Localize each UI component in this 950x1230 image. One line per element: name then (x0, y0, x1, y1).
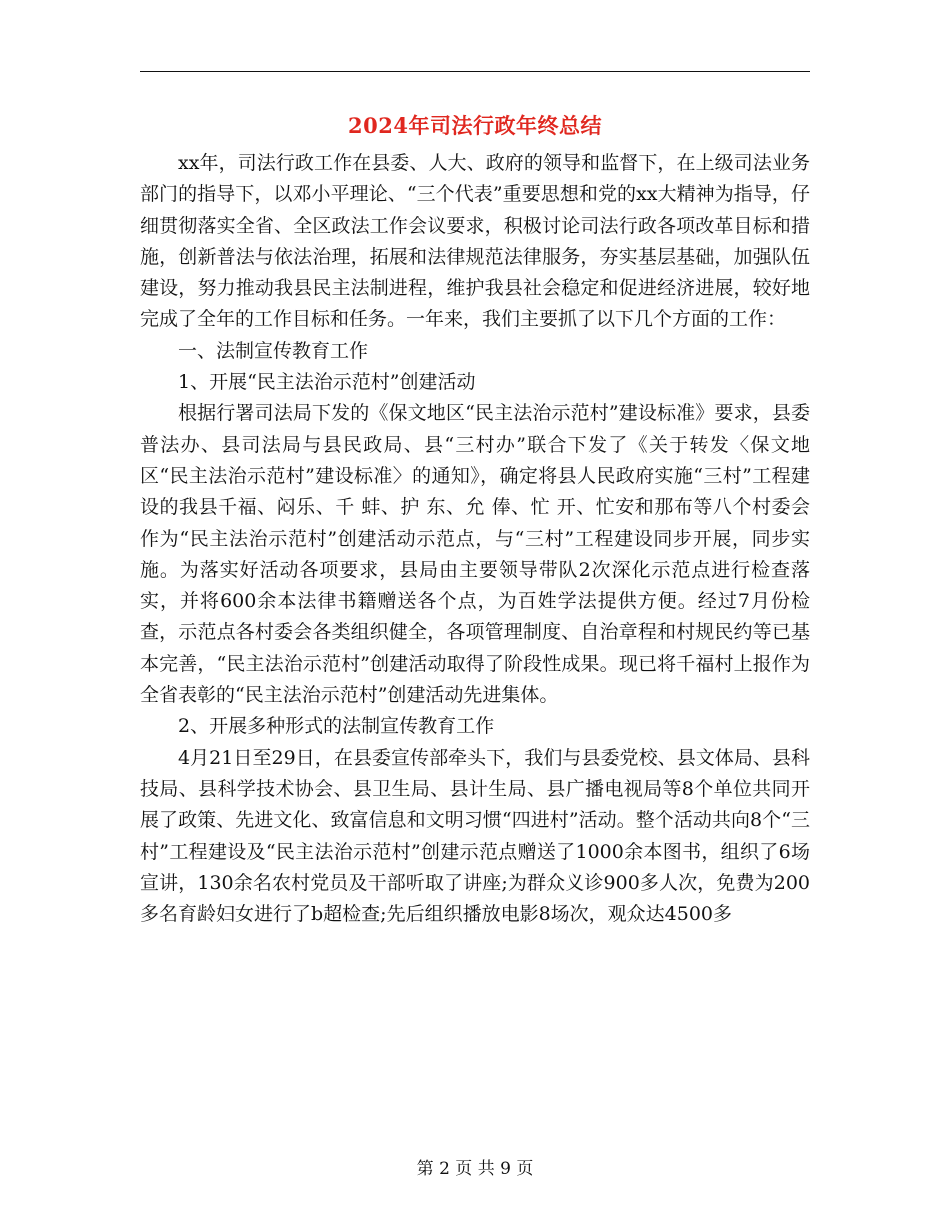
subsection-heading-2: 2、开展多种形式的法制宣传教育工作 (178, 715, 495, 738)
paragraph-demo-village: 根据行署司法局下发的《保文地区“民主法治示范村”建设标准》要求，县委普法办、县司法局与县民政局、县“三村办”联合下发了《关于转发〈保文地区“民主法治示范村”建设标准〉的通知》，确定将县人民政府实施“三村”工程建设的我县千福、闷乐、千 蚌、护 东、允 俸、忙 开、忙安和那布等八个村委会作为“民主法治示范村”创建活动示范点，与“三村”工程建设同步开展，同步实施。为落实好活动各项要求，县局由主要领导带队2次深化示范点进行检查落实，并将600余本法律书籍赠送各个点，为百姓学法提供方便。经过7月份检查，示范点各村委会各类组织健全，各项管理制度、自治章程和村规民约等已基本完善，“民主法治示范村”创建活动取得了阶段性成果。现已将千福村上报作为全省表彰的“民主法治示范村”创建活动先进集体。 (140, 402, 810, 707)
page-number: 第 2 页 共 9 页 (416, 1159, 534, 1179)
paragraph-intro: xx年，司法行政工作在县委、人大、政府的领导和监督下，在上级司法业务部门的指导下，以邓小平理论、“三个代表”重要思想和党的xx大精神为指导，仔细贯彻落实全省、全区政法工作会议要求，积极讨论司法行政各项改革目标和措施，创新普法与依法治理，拓展和法律规范法律服务，夯实基层基础，加强队伍建设，努力推动我县民主法制进程，维护我县社会稳定和促进经济进展，较好地完成了全年的工作目标和任务。一年来，我们主要抓了以下几个方面的工作： (140, 152, 810, 331)
subsection-heading-1: 1、开展“民主法治示范村”创建活动 (178, 371, 476, 394)
section-heading-1: 一、法制宣传教育工作 (178, 339, 369, 362)
paragraph-education: 4月21日至29日，在县委宣传部牵头下，我们与县委党校、县文体局、县科技局、县科学技术协会、县卫生局、县计生局、县广播电视局等8个单位共同开展了政策、先进文化、致富信息和文明习惯“四进村”活动。整个活动共向8个“三村”工程建设及“民主法治示范村”创建示范点赠送了1000余本图书，组织了6场宣讲，130余名农村党员及干部听取了讲座;为群众义诊900多人次，免费为200多名育龄妇女进行了b超检查;先后组织播放电影8场次，观众达4500多 (140, 746, 810, 926)
document-body (140, 148, 810, 930)
document-title: 2024年司法行政年终总结 (348, 113, 602, 138)
header-rule (140, 71, 810, 72)
